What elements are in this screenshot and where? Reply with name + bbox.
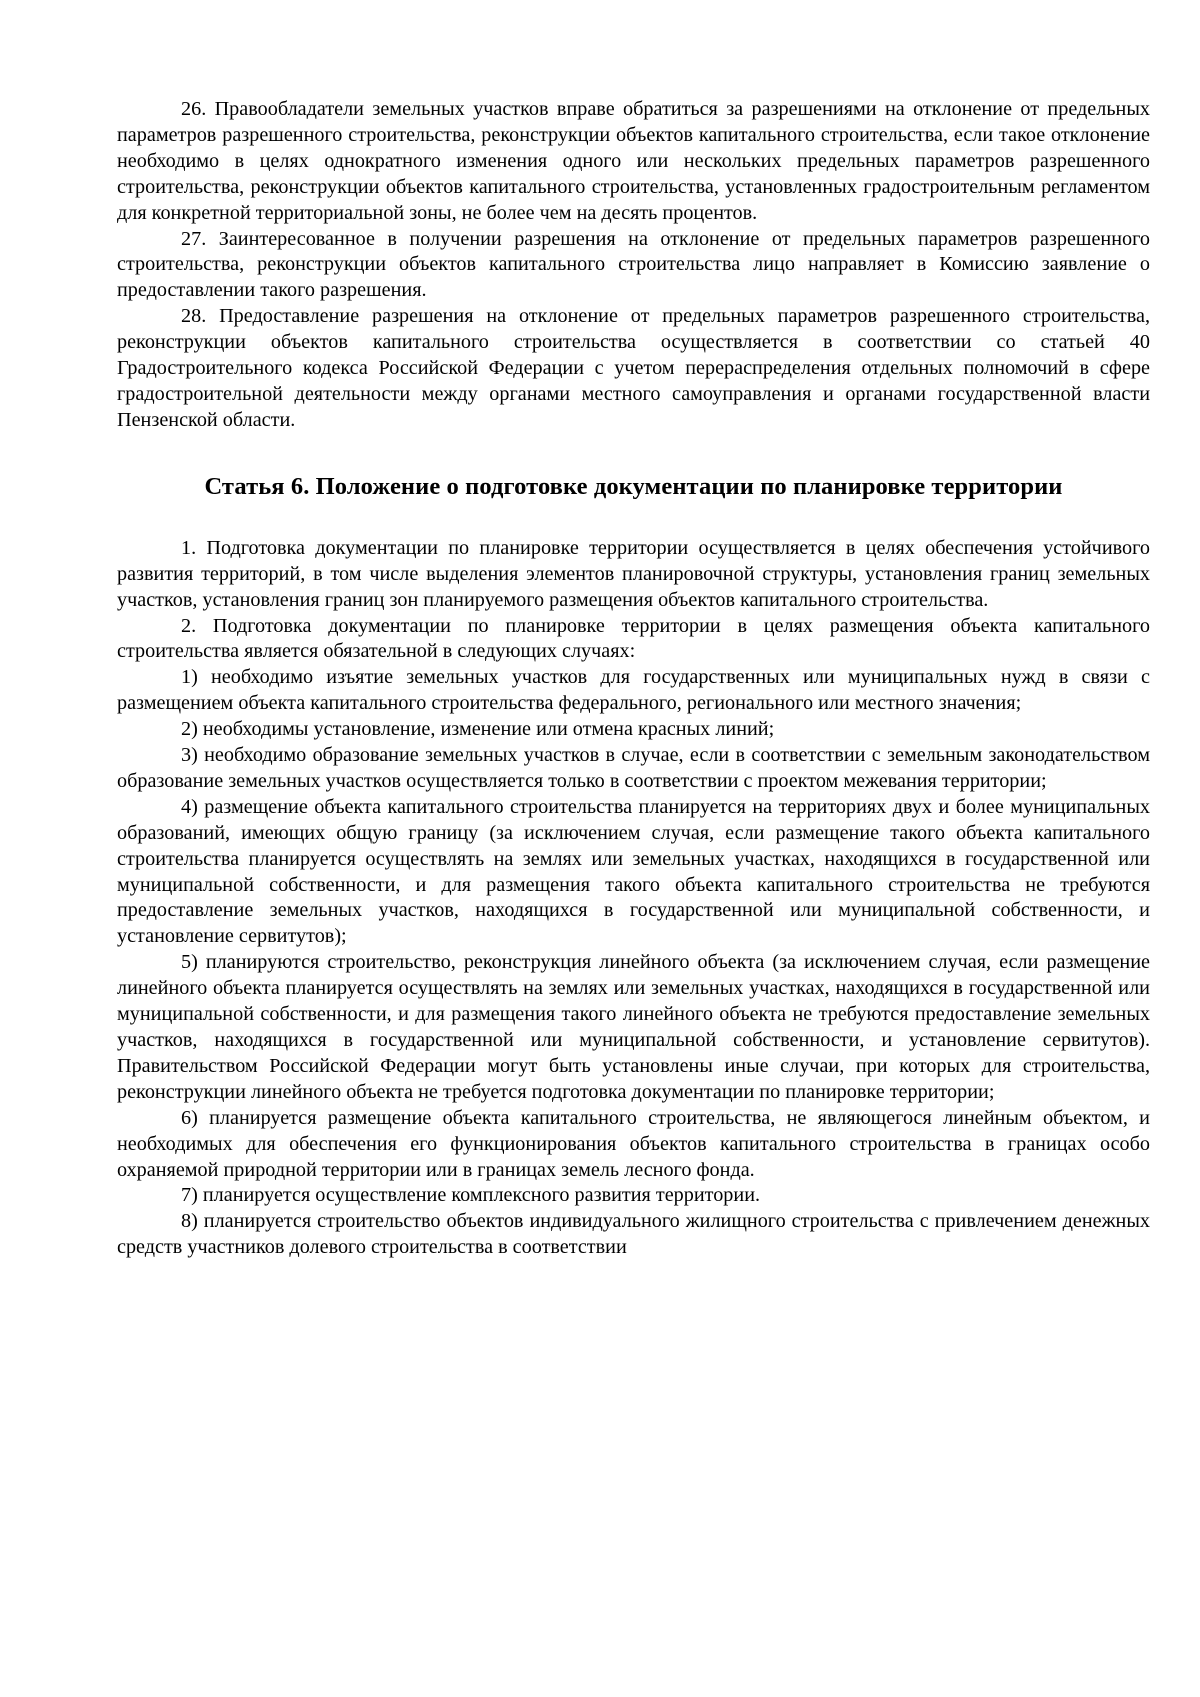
section-top <box>117 97 1150 434</box>
paragraph-27: 27. Заинтересованное в получении разрешения на отклонение от предельных параметров разрешенного строительства, реконструкции объектов капитального строительства лицо направляет в Комиссию заявление о предоставлении такого разрешения. <box>117 227 1150 302</box>
article-6-item-4: 4) размещение объекта капитального строительства планируется на территориях двух и более муниципальных образований, имеющих общую границу (за исключением случая, если размещение такого объекта капитального строительства планируется осуществлять на землях или земельных участках, находящихся в государственной или муниципальной собственности, и для размещения такого объекта капитального строительства не требуются предоставление земельных участков, находящихся в государственной или муниципальной собственности, и установление сервитутов); <box>117 795 1150 948</box>
document-page <box>117 97 1150 1261</box>
article-6-paragraph-1: 1. Подготовка документации по планировке территории осуществляется в целях обеспечения устойчивого развития территорий, в том числе выделения элементов планировочной структуры, установления границ земельных участков, установления границ зон планируемого размещения объектов капитального строительства. <box>117 536 1150 611</box>
paragraph-26: 26. Правообладатели земельных участков вправе обратиться за разрешениями на отклонение от предельных параметров разрешенного строительства, реконструкции объектов капитального строительства, если такое отклонение необходимо в целях однократного изменения одного или нескольких предельных параметров разрешенного строительства, реконструкции объектов капитального строительства, установленных градостроительным регламентом для конкретной территориальной зоны, не более чем на десять процентов. <box>117 98 1150 224</box>
article-6-body <box>117 536 1150 1261</box>
article-6-item-7: 7) планируется осуществление комплексного развития территории. <box>181 1184 761 1207</box>
paragraph-28: 28. Предоставление разрешения на отклонение от предельных параметров разрешенного строительства, реконструкции объектов капитального строительства осуществляется в соответствии со статьей 40 Градостроительного кодекса Российской Федерации с учетом перераспределения отдельных полномочий в сфере градостроительной деятельности между органами местного самоуправления и органами государственной власти Пензенской области. <box>117 305 1150 431</box>
article-6-item-5: 5) планируются строительство, реконструкция линейного объекта (за исключением случая, если размещение линейного объекта планируется осуществлять на землях или земельных участках, находящихся в государственной или муниципальной собственности, и для размещения такого линейного объекта не требуются предоставление земельных участков, находящихся в государственной или муниципальной собственности, и установление сервитутов). Правительством Российской Федерации могут быть установлены иные случаи, при которых для строительства, реконструкции линейного объекта не требуется подготовка документации по планировке территории; <box>117 951 1150 1103</box>
article-6-item-3: 3) необходимо образование земельных участков в случае, если в соответствии с земельным законодательством образование земельных участков осуществляется только в соответствии с проектом межевания территории; <box>117 744 1150 792</box>
article-6-heading: Статья 6. Положение о подготовке документации по планировке территории <box>204 472 1063 500</box>
article-6-item-8: 8) планируется строительство объектов индивидуального жилищного строительства с привлечением денежных средств участников долевого строительства в соответствии <box>117 1210 1150 1259</box>
article-6-item-1: 1) необходимо изъятие земельных участков для государственных или муниципальных нужд в связи с размещением объекта капитального строительства федерального, регионального или местного значения; <box>117 666 1150 715</box>
article-6-item-6: 6) планируется размещение объекта капитального строительства, не являющегося линейным объектом, и необходимых для обеспечения его функционирования объектов капитального строительства в границах особо охраняемой природной территории или в границах земель лесного фонда. <box>117 1106 1150 1181</box>
article-6-paragraph-2: 2. Подготовка документации по планировке территории в целях размещения объекта капитального строительства является обязательной в следующих случаях: <box>117 614 1150 663</box>
article-6-item-2: 2) необходимы установление, изменение или отмена красных линий; <box>181 718 775 741</box>
